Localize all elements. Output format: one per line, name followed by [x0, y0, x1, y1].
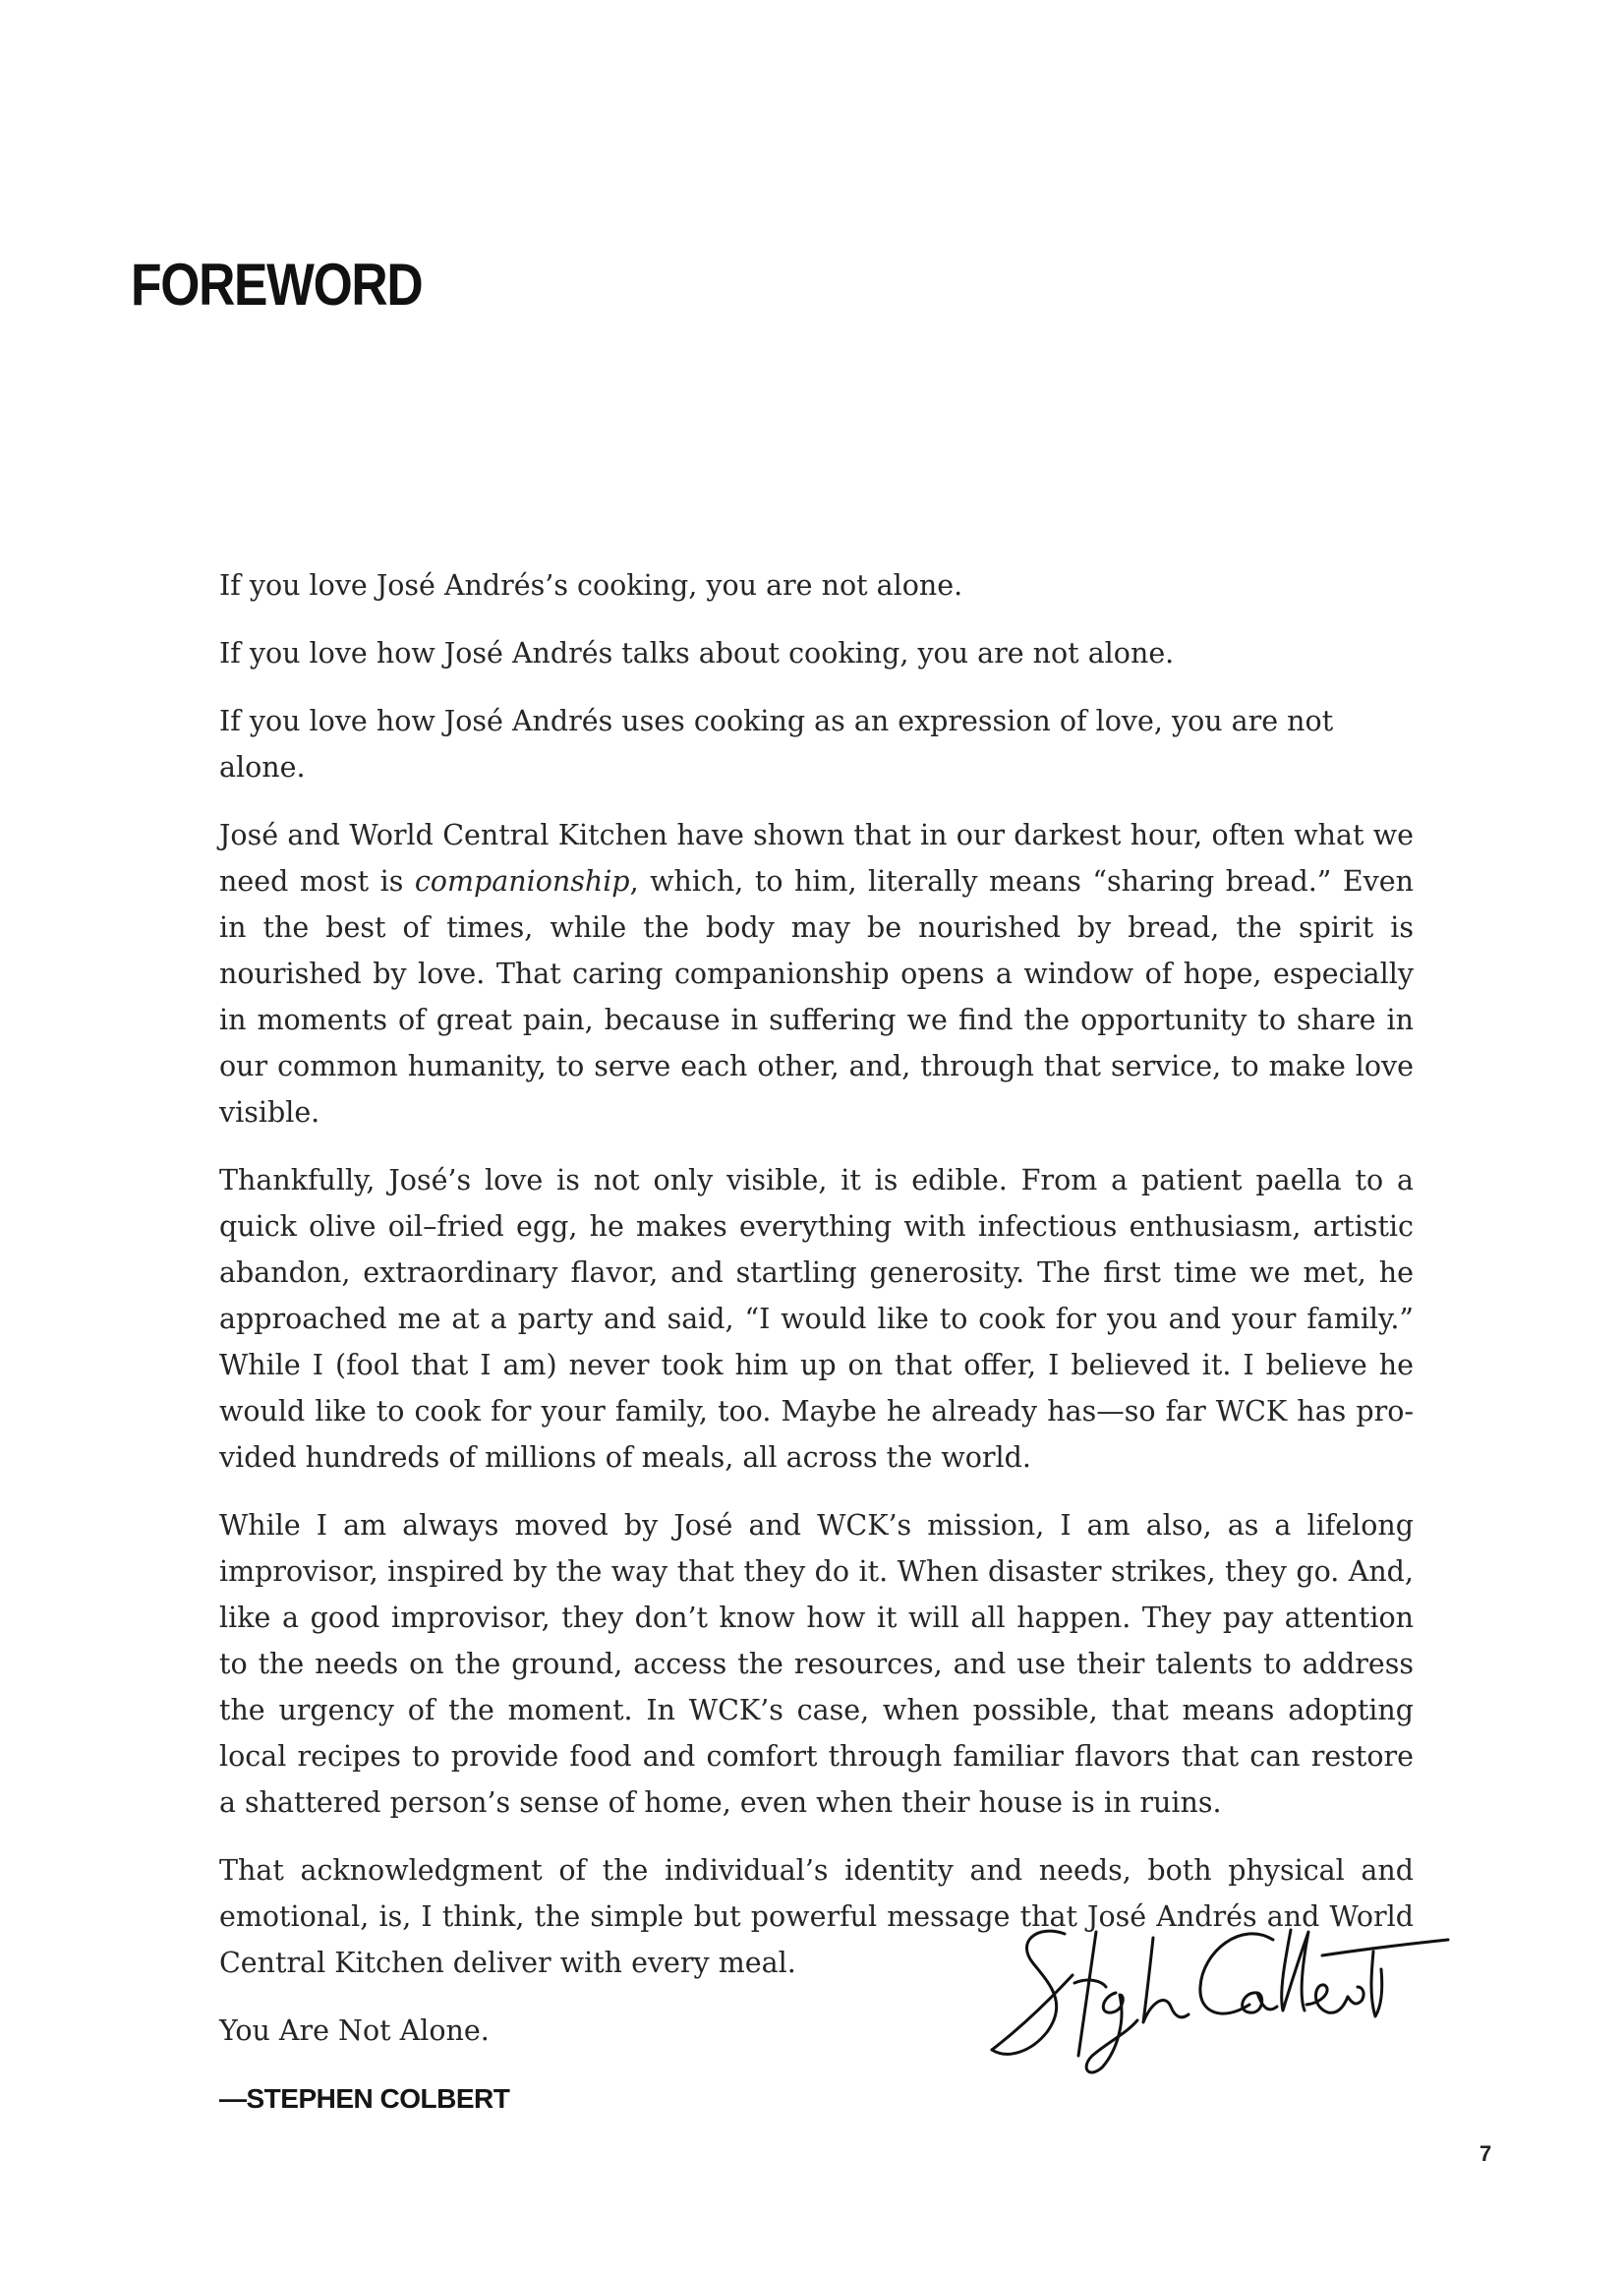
paragraph-7: That acknowledgment of the individual’s identity and needs, both physical and emotional, is, I think, the simple but powerful message that José Andrés and World Central Kitchen deliver with every meal. — [219, 1854, 1414, 1979]
paragraph-4-end: , which, to him, literally means “sharing bread.” Even in the best of times, while the body may be nourished by bread, the spirit is nourished by love. That caring companionship opens a window of hope, especially in moments of great pain, because in suffering we find the opportunity to share in our common humanity, to serve each other, and, through that service, to make love visible. — [219, 865, 1415, 1129]
paragraph-3: If you love how José Andrés uses cooking as an expression of love, you are not alone. — [219, 705, 1334, 784]
foreword-body — [219, 562, 1414, 2122]
paragraph-4 — [219, 812, 1414, 1136]
page-number: 7 — [1479, 2141, 1492, 2166]
paragraph-4-start: José and World Central Kitchen have shown that in our darkest hour, often what we need most is — [219, 819, 1414, 898]
closing-line: You Are Not Alone. — [219, 2014, 490, 2047]
paragraph-1: If you love José Andrés’s cooking, you are not alone. — [219, 569, 963, 602]
paragraph-6: While I am always moved by José and WCK’s mission, I am also, as a lifelong improvisor, inspired by the way that they do it. When disaster strikes, they go. And, like a good improvisor, they don’t know how it will all happen. They pay attention to the needs on the ground, access the resources, and use their talents to address the urgency of the moment. In WCK’s case, when possible, that means adopting local recipes to provide food and comfort through familiar flavors that can restore a shattered person’s sense of home, even when their house is in ruins. — [219, 1509, 1414, 1819]
handwritten-signature — [978, 1912, 1450, 2079]
author-attribution: —STEPHEN COLBERT — [219, 2083, 510, 2114]
paragraph-5: Thankfully, José’s love is not only visible, it is edible. From a patient paella to a quick olive oil–fried egg, he makes everything with infectious enthusiasm, artistic abandon, extraordinary flavor, and startling generosity. The first time we met, he approached me at a party and said, “I would like to cook for you and your family.” While I (fool that I am) never took him up on that offer, I believed it. I believe he would like to cook for your family, too. Maybe he already has—so far WCK has provided hundreds of millions of meals, all across the world. — [219, 1164, 1414, 1474]
page-title: FOREWORD — [131, 252, 423, 318]
paragraph-2: If you love how José Andrés talks about cooking, you are not alone. — [219, 637, 1175, 670]
emphasized-word: companionship — [414, 865, 630, 898]
